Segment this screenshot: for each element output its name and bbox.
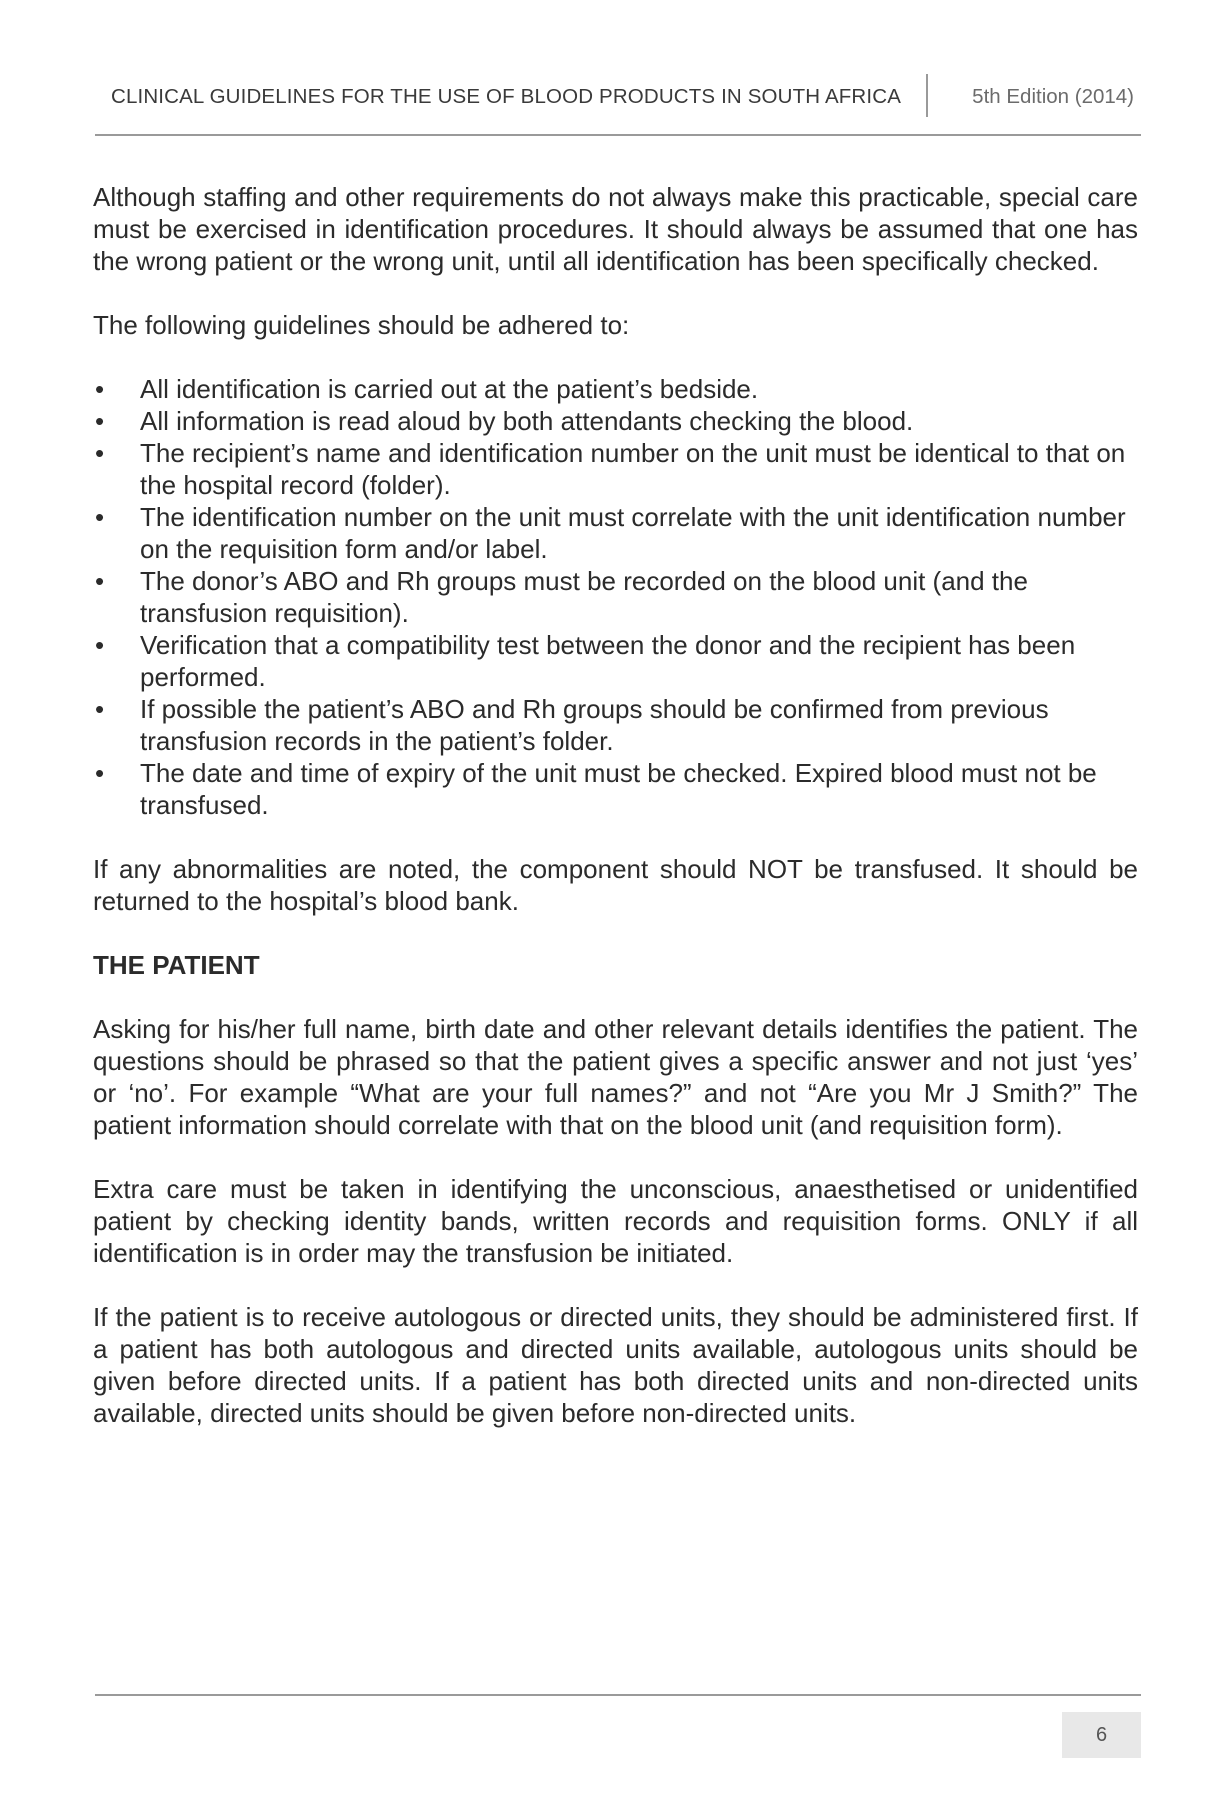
list-item <box>93 693 1138 757</box>
header-rule <box>95 134 1141 136</box>
list-item <box>93 437 1138 501</box>
bullet-icon: • <box>95 438 105 468</box>
list-item <box>93 373 1138 405</box>
list-item <box>93 565 1138 629</box>
page-body <box>93 181 1138 1461</box>
document-title: CLINICAL GUIDELINES FOR THE USE OF BLOOD PRODUCTS IN SOUTH AFRICA <box>111 85 902 108</box>
patient-paragraph: If the patient is to receive autologous or directed units, they should be administered first. If a patient has both autologous and directed units available, autologous units should be given before directed units. If a patient has both directed units and non-directed units available, directed units should be given before non-directed units. <box>93 1302 1138 1428</box>
list-item <box>93 501 1138 565</box>
bullet-icon: • <box>95 694 105 724</box>
footer-rule <box>95 1694 1141 1696</box>
page-number-text: 6 <box>1095 1723 1108 1746</box>
bullet-icon: • <box>95 630 105 660</box>
list-item-text: All identification is carried out at the patient’s bedside. <box>140 374 759 404</box>
list-item-text: The recipient’s name and identification number on the unit must be identical to that on the hospital record (folder). <box>140 438 1126 500</box>
list-item-text: The date and time of expiry of the unit must be checked. Expired blood must not be transfused. <box>140 758 1097 820</box>
intro-paragraph: Although staffing and other requirements do not always make this practicable, special care must be exercised in identification procedures. It should always be assumed that one has the wrong patient or the wrong unit, until all identification has been specifically checked. <box>93 182 1138 276</box>
identification-guidelines-list <box>93 373 1138 821</box>
page-header <box>111 70 1134 120</box>
list-item-text: The donor’s ABO and Rh groups must be recorded on the blood unit (and the transfusion requisition). <box>140 566 1028 628</box>
page-number <box>1062 1712 1141 1758</box>
list-item <box>93 405 1138 437</box>
abnormalities-paragraph: If any abnormalities are noted, the component should NOT be transfused. It should be returned to the hospital’s blood bank. <box>93 854 1138 916</box>
list-item <box>93 757 1138 821</box>
list-item-text: Verification that a compatibility test between the donor and the recipient has been performed. <box>140 630 1076 692</box>
list-item-text: All information is read aloud by both attendants checking the blood. <box>140 406 914 436</box>
patient-paragraph: Extra care must be taken in identifying the unconscious, anaesthetised or unidentified patient by checking identity bands, written records and requisition forms. ONLY if all identification is in order may the transfusion be initiated. <box>93 1174 1138 1268</box>
bullet-icon: • <box>95 502 105 532</box>
list-item <box>93 629 1138 693</box>
list-item-text: The identification number on the unit must correlate with the unit identification number on the requisition form and/or label. <box>140 502 1126 564</box>
bullet-icon: • <box>95 566 105 596</box>
section-heading-the-patient: THE PATIENT <box>93 950 260 980</box>
edition-label: 5th Edition (2014) <box>972 85 1134 108</box>
bullet-icon: • <box>95 374 105 404</box>
bullet-icon: • <box>95 406 105 436</box>
guidelines-intro: The following guidelines should be adhered to: <box>93 310 630 340</box>
header-divider <box>926 74 928 117</box>
bullet-icon: • <box>95 758 105 788</box>
patient-paragraph: Asking for his/her full name, birth date and other relevant details identifies the patient. The questions should be phrased so that the patient gives a specific answer and not just ‘yes’ or ‘no’. For example “What are your full names?” and not “Are you Mr J Smith?” The patient information should correlate with that on the blood unit (and requisition form). <box>93 1014 1138 1140</box>
list-item-text: If possible the patient’s ABO and Rh groups should be confirmed from previous transfusion records in the patient’s folder. <box>140 694 1049 756</box>
